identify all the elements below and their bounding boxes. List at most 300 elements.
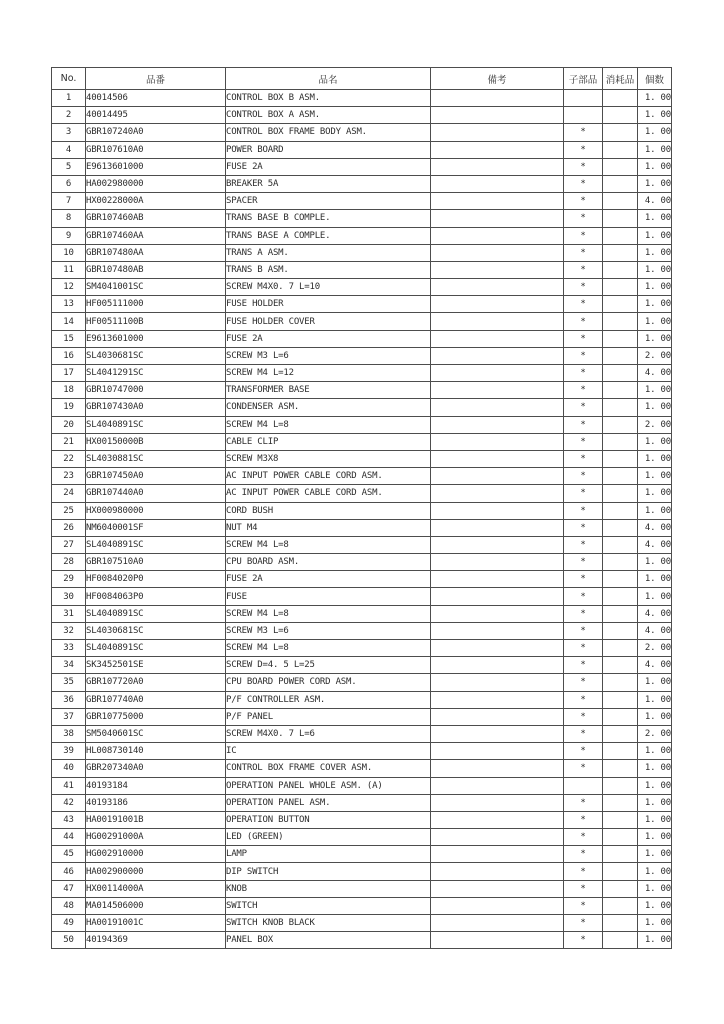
cell-part-number: HF00511100B	[86, 313, 226, 330]
table-row	[52, 863, 672, 880]
cell-quantity: 4. 00	[638, 622, 672, 639]
cell-remarks	[431, 846, 564, 863]
table-row	[52, 210, 672, 227]
cell-part-name: SPACER	[226, 193, 431, 210]
cell-remarks	[431, 588, 564, 605]
cell-quantity: 1. 00	[638, 313, 672, 330]
cell-remarks	[431, 657, 564, 674]
table-row	[52, 416, 672, 433]
cell-no: 39	[52, 743, 86, 760]
cell-quantity: 1. 00	[638, 554, 672, 571]
table-row	[52, 399, 672, 416]
table-row	[52, 279, 672, 296]
table-row	[52, 691, 672, 708]
cell-part-number: GBR107450A0	[86, 468, 226, 485]
cell-remarks	[431, 915, 564, 932]
cell-no: 49	[52, 915, 86, 932]
cell-part-number: HG002910000	[86, 846, 226, 863]
cell-part-name: DIP SWITCH	[226, 863, 431, 880]
cell-remarks	[431, 829, 564, 846]
cell-quantity: 2. 00	[638, 416, 672, 433]
cell-child-part-flag: *	[564, 915, 603, 932]
cell-remarks	[431, 124, 564, 141]
cell-quantity: 1. 00	[638, 90, 672, 107]
cell-part-name: SCREW M3 L=6	[226, 622, 431, 639]
cell-consumable-flag	[603, 743, 638, 760]
cell-no: 33	[52, 640, 86, 657]
cell-no: 40	[52, 760, 86, 777]
table-row	[52, 330, 672, 347]
cell-consumable-flag	[603, 279, 638, 296]
cell-consumable-flag	[603, 725, 638, 742]
cell-no: 12	[52, 279, 86, 296]
table-row	[52, 227, 672, 244]
cell-remarks	[431, 725, 564, 742]
cell-remarks	[431, 536, 564, 553]
cell-part-name: NUT M4	[226, 519, 431, 536]
cell-part-number: GBR107460AB	[86, 210, 226, 227]
cell-quantity: 1. 00	[638, 261, 672, 278]
cell-part-name: P/F PANEL	[226, 708, 431, 725]
cell-remarks	[431, 880, 564, 897]
cell-consumable-flag	[603, 296, 638, 313]
cell-part-name: SCREW M4 L=8	[226, 416, 431, 433]
cell-no: 3	[52, 124, 86, 141]
cell-part-name: CPU BOARD POWER CORD ASM.	[226, 674, 431, 691]
cell-remarks	[431, 708, 564, 725]
cell-remarks	[431, 261, 564, 278]
table-row	[52, 313, 672, 330]
cell-quantity: 1. 00	[638, 811, 672, 828]
cell-quantity: 1. 00	[638, 244, 672, 261]
cell-part-number: GBR10775000	[86, 708, 226, 725]
cell-child-part-flag: *	[564, 536, 603, 553]
cell-remarks	[431, 141, 564, 158]
cell-child-part-flag: *	[564, 846, 603, 863]
table-row	[52, 708, 672, 725]
cell-quantity: 1. 00	[638, 932, 672, 949]
cell-part-number: SM5040601SC	[86, 725, 226, 742]
table-header-row	[52, 68, 672, 90]
header-quantity: 個数	[638, 68, 672, 90]
cell-part-number: SL4030881SC	[86, 450, 226, 467]
cell-consumable-flag	[603, 880, 638, 897]
cell-no: 10	[52, 244, 86, 261]
cell-no: 47	[52, 880, 86, 897]
cell-consumable-flag	[603, 932, 638, 949]
cell-part-name: FUSE HOLDER	[226, 296, 431, 313]
cell-quantity: 1. 00	[638, 794, 672, 811]
cell-part-name: CPU BOARD ASM.	[226, 554, 431, 571]
table-row	[52, 382, 672, 399]
cell-part-number: HF0084063P0	[86, 588, 226, 605]
cell-no: 30	[52, 588, 86, 605]
cell-child-part-flag: *	[564, 433, 603, 450]
table-row	[52, 622, 672, 639]
cell-remarks	[431, 468, 564, 485]
cell-no: 37	[52, 708, 86, 725]
cell-remarks	[431, 279, 564, 296]
cell-part-name: TRANS BASE A COMPLE.	[226, 227, 431, 244]
cell-consumable-flag	[603, 519, 638, 536]
cell-part-number: SM4041001SC	[86, 279, 226, 296]
cell-consumable-flag	[603, 846, 638, 863]
cell-part-number: HX00114000A	[86, 880, 226, 897]
table-row	[52, 880, 672, 897]
cell-part-number: GBR107740A0	[86, 691, 226, 708]
cell-no: 43	[52, 811, 86, 828]
cell-part-number: SL4040891SC	[86, 416, 226, 433]
cell-remarks	[431, 210, 564, 227]
cell-remarks	[431, 193, 564, 210]
cell-part-number: SL4030681SC	[86, 622, 226, 639]
cell-child-part-flag: *	[564, 794, 603, 811]
cell-no: 2	[52, 107, 86, 124]
cell-child-part-flag	[564, 107, 603, 124]
cell-remarks	[431, 433, 564, 450]
cell-child-part-flag: *	[564, 382, 603, 399]
cell-quantity: 1. 00	[638, 743, 672, 760]
cell-no: 41	[52, 777, 86, 794]
header-consumable: 消耗品	[603, 68, 638, 90]
cell-no: 35	[52, 674, 86, 691]
cell-child-part-flag: *	[564, 279, 603, 296]
cell-part-number: GBR107240A0	[86, 124, 226, 141]
cell-quantity: 1. 00	[638, 399, 672, 416]
table-row	[52, 811, 672, 828]
cell-quantity: 1. 00	[638, 382, 672, 399]
cell-part-name: AC INPUT POWER CABLE CORD ASM.	[226, 468, 431, 485]
cell-quantity: 1. 00	[638, 708, 672, 725]
cell-child-part-flag: *	[564, 674, 603, 691]
cell-consumable-flag	[603, 347, 638, 364]
cell-child-part-flag: *	[564, 468, 603, 485]
cell-quantity: 1. 00	[638, 450, 672, 467]
cell-part-number: NM6040001SF	[86, 519, 226, 536]
cell-part-number: HX000980000	[86, 502, 226, 519]
cell-quantity: 4. 00	[638, 193, 672, 210]
cell-quantity: 4. 00	[638, 657, 672, 674]
cell-part-name: CONDENSER ASM.	[226, 399, 431, 416]
cell-part-number: GBR107610A0	[86, 141, 226, 158]
cell-consumable-flag	[603, 588, 638, 605]
table-row	[52, 760, 672, 777]
cell-part-number: SL4040891SC	[86, 640, 226, 657]
cell-consumable-flag	[603, 313, 638, 330]
cell-child-part-flag: *	[564, 760, 603, 777]
table-row	[52, 519, 672, 536]
cell-child-part-flag: *	[564, 932, 603, 949]
cell-part-number: HX00228000A	[86, 193, 226, 210]
cell-quantity: 1. 00	[638, 915, 672, 932]
cell-quantity: 1. 00	[638, 829, 672, 846]
cell-remarks	[431, 399, 564, 416]
cell-remarks	[431, 863, 564, 880]
table-row	[52, 365, 672, 382]
cell-quantity: 2. 00	[638, 347, 672, 364]
cell-part-number: HG00291000A	[86, 829, 226, 846]
cell-child-part-flag: *	[564, 330, 603, 347]
cell-quantity: 1. 00	[638, 846, 672, 863]
table-row	[52, 175, 672, 192]
cell-child-part-flag: *	[564, 210, 603, 227]
cell-part-name: SCREW M4 L=12	[226, 365, 431, 382]
header-remarks: 備考	[431, 68, 564, 90]
cell-quantity: 1. 00	[638, 674, 672, 691]
cell-quantity: 1. 00	[638, 588, 672, 605]
cell-part-number: SL4041291SC	[86, 365, 226, 382]
cell-part-name: CONTROL BOX A ASM.	[226, 107, 431, 124]
cell-part-number: HA00191001C	[86, 915, 226, 932]
cell-quantity: 4. 00	[638, 519, 672, 536]
cell-consumable-flag	[603, 227, 638, 244]
cell-part-name: OPERATION BUTTON	[226, 811, 431, 828]
cell-child-part-flag: *	[564, 365, 603, 382]
cell-remarks	[431, 811, 564, 828]
cell-no: 24	[52, 485, 86, 502]
cell-part-number: HA00191001B	[86, 811, 226, 828]
cell-part-name: TRANS BASE B COMPLE.	[226, 210, 431, 227]
cell-part-number: GBR107440A0	[86, 485, 226, 502]
cell-quantity: 1. 00	[638, 863, 672, 880]
cell-part-name: SCREW D=4. 5 L=25	[226, 657, 431, 674]
cell-part-name: TRANSFORMER BASE	[226, 382, 431, 399]
cell-part-number: HX00150000B	[86, 433, 226, 450]
cell-quantity: 1. 00	[638, 433, 672, 450]
cell-remarks	[431, 691, 564, 708]
cell-consumable-flag	[603, 863, 638, 880]
cell-child-part-flag: *	[564, 296, 603, 313]
cell-no: 15	[52, 330, 86, 347]
cell-child-part-flag: *	[564, 244, 603, 261]
cell-part-number: GBR107460AA	[86, 227, 226, 244]
cell-consumable-flag	[603, 124, 638, 141]
cell-no: 16	[52, 347, 86, 364]
cell-no: 31	[52, 605, 86, 622]
cell-no: 14	[52, 313, 86, 330]
cell-part-name: SCREW M4 L=8	[226, 536, 431, 553]
cell-consumable-flag	[603, 433, 638, 450]
cell-no: 9	[52, 227, 86, 244]
cell-consumable-flag	[603, 708, 638, 725]
cell-remarks	[431, 640, 564, 657]
cell-consumable-flag	[603, 90, 638, 107]
cell-quantity: 1. 00	[638, 210, 672, 227]
cell-part-name: IC	[226, 743, 431, 760]
table-row	[52, 743, 672, 760]
cell-part-number: SL4030681SC	[86, 347, 226, 364]
cell-consumable-flag	[603, 158, 638, 175]
table-body	[52, 90, 672, 949]
cell-remarks	[431, 622, 564, 639]
cell-child-part-flag: *	[564, 811, 603, 828]
cell-consumable-flag	[603, 416, 638, 433]
cell-part-number: GBR207340A0	[86, 760, 226, 777]
cell-part-name: CONTROL BOX FRAME COVER ASM.	[226, 760, 431, 777]
cell-part-name: CABLE CLIP	[226, 433, 431, 450]
cell-no: 29	[52, 571, 86, 588]
header-no: No.	[52, 68, 86, 90]
cell-child-part-flag: *	[564, 829, 603, 846]
cell-child-part-flag: *	[564, 141, 603, 158]
cell-quantity: 1. 00	[638, 141, 672, 158]
cell-no: 13	[52, 296, 86, 313]
cell-consumable-flag	[603, 794, 638, 811]
cell-quantity: 2. 00	[638, 640, 672, 657]
cell-remarks	[431, 485, 564, 502]
table-row	[52, 124, 672, 141]
cell-consumable-flag	[603, 365, 638, 382]
cell-remarks	[431, 347, 564, 364]
cell-part-name: POWER BOARD	[226, 141, 431, 158]
cell-part-name: P/F CONTROLLER ASM.	[226, 691, 431, 708]
cell-part-name: FUSE 2A	[226, 330, 431, 347]
cell-part-name: CORD BUSH	[226, 502, 431, 519]
cell-child-part-flag: *	[564, 622, 603, 639]
cell-no: 36	[52, 691, 86, 708]
cell-child-part-flag: *	[564, 450, 603, 467]
table-row	[52, 725, 672, 742]
table-row	[52, 107, 672, 124]
cell-no: 5	[52, 158, 86, 175]
cell-no: 28	[52, 554, 86, 571]
cell-remarks	[431, 674, 564, 691]
cell-child-part-flag: *	[564, 347, 603, 364]
cell-remarks	[431, 158, 564, 175]
cell-child-part-flag: *	[564, 554, 603, 571]
cell-part-name: SCREW M4 L=8	[226, 605, 431, 622]
cell-child-part-flag: *	[564, 657, 603, 674]
cell-part-number: HF0084020P0	[86, 571, 226, 588]
cell-part-name: CONTROL BOX B ASM.	[226, 90, 431, 107]
cell-quantity: 1. 00	[638, 897, 672, 914]
cell-remarks	[431, 502, 564, 519]
cell-no: 38	[52, 725, 86, 742]
cell-part-name: OPERATION PANEL WHOLE ASM. (A)	[226, 777, 431, 794]
cell-part-name: SCREW M3 L=6	[226, 347, 431, 364]
cell-part-name: SCREW M4X0. 7 L=10	[226, 279, 431, 296]
cell-part-name: LED (GREEN)	[226, 829, 431, 846]
table-row	[52, 829, 672, 846]
cell-consumable-flag	[603, 502, 638, 519]
cell-child-part-flag: *	[564, 588, 603, 605]
cell-remarks	[431, 777, 564, 794]
cell-quantity: 1. 00	[638, 760, 672, 777]
cell-child-part-flag: *	[564, 313, 603, 330]
cell-no: 50	[52, 932, 86, 949]
cell-child-part-flag: *	[564, 227, 603, 244]
cell-child-part-flag: *	[564, 640, 603, 657]
cell-child-part-flag: *	[564, 708, 603, 725]
table-row	[52, 433, 672, 450]
cell-remarks	[431, 227, 564, 244]
table-row	[52, 347, 672, 364]
cell-part-name: AC INPUT POWER CABLE CORD ASM.	[226, 485, 431, 502]
cell-consumable-flag	[603, 811, 638, 828]
cell-no: 46	[52, 863, 86, 880]
cell-quantity: 1. 00	[638, 777, 672, 794]
cell-quantity: 1. 00	[638, 158, 672, 175]
table-row	[52, 777, 672, 794]
cell-no: 44	[52, 829, 86, 846]
cell-part-name: LAMP	[226, 846, 431, 863]
cell-consumable-flag	[603, 193, 638, 210]
cell-consumable-flag	[603, 107, 638, 124]
cell-quantity: 4. 00	[638, 536, 672, 553]
cell-part-number: GBR107510A0	[86, 554, 226, 571]
cell-remarks	[431, 313, 564, 330]
cell-no: 11	[52, 261, 86, 278]
cell-quantity: 1. 00	[638, 175, 672, 192]
cell-remarks	[431, 743, 564, 760]
table-row	[52, 794, 672, 811]
cell-quantity: 2. 00	[638, 725, 672, 742]
cell-no: 21	[52, 433, 86, 450]
cell-remarks	[431, 554, 564, 571]
cell-remarks	[431, 605, 564, 622]
cell-part-name: PANEL BOX	[226, 932, 431, 949]
cell-quantity: 1. 00	[638, 571, 672, 588]
cell-consumable-flag	[603, 691, 638, 708]
cell-no: 17	[52, 365, 86, 382]
table-row	[52, 657, 672, 674]
cell-consumable-flag	[603, 915, 638, 932]
cell-no: 22	[52, 450, 86, 467]
cell-remarks	[431, 760, 564, 777]
cell-consumable-flag	[603, 261, 638, 278]
table-row	[52, 915, 672, 932]
cell-remarks	[431, 519, 564, 536]
cell-part-name: FUSE	[226, 588, 431, 605]
cell-quantity: 1. 00	[638, 691, 672, 708]
cell-consumable-flag	[603, 760, 638, 777]
cell-remarks	[431, 330, 564, 347]
cell-consumable-flag	[603, 485, 638, 502]
cell-remarks	[431, 571, 564, 588]
cell-remarks	[431, 897, 564, 914]
cell-part-number: E9613601000	[86, 158, 226, 175]
cell-child-part-flag: *	[564, 193, 603, 210]
cell-quantity: 1. 00	[638, 330, 672, 347]
cell-consumable-flag	[603, 622, 638, 639]
cell-consumable-flag	[603, 210, 638, 227]
cell-part-number: GBR107430A0	[86, 399, 226, 416]
cell-child-part-flag: *	[564, 743, 603, 760]
cell-quantity: 4. 00	[638, 365, 672, 382]
cell-part-number: HA002980000	[86, 175, 226, 192]
cell-remarks	[431, 794, 564, 811]
cell-no: 8	[52, 210, 86, 227]
cell-child-part-flag: *	[564, 880, 603, 897]
cell-quantity: 1. 00	[638, 227, 672, 244]
cell-part-number: SK3452501SE	[86, 657, 226, 674]
cell-child-part-flag: *	[564, 485, 603, 502]
cell-remarks	[431, 296, 564, 313]
cell-part-name: FUSE 2A	[226, 571, 431, 588]
cell-consumable-flag	[603, 674, 638, 691]
table-row	[52, 450, 672, 467]
cell-quantity: 1. 00	[638, 107, 672, 124]
cell-part-number: 40014495	[86, 107, 226, 124]
cell-part-name: KNOB	[226, 880, 431, 897]
table-row	[52, 674, 672, 691]
table-row	[52, 932, 672, 949]
cell-consumable-flag	[603, 450, 638, 467]
cell-child-part-flag: *	[564, 261, 603, 278]
cell-no: 27	[52, 536, 86, 553]
cell-part-name: SWITCH	[226, 897, 431, 914]
cell-child-part-flag: *	[564, 725, 603, 742]
